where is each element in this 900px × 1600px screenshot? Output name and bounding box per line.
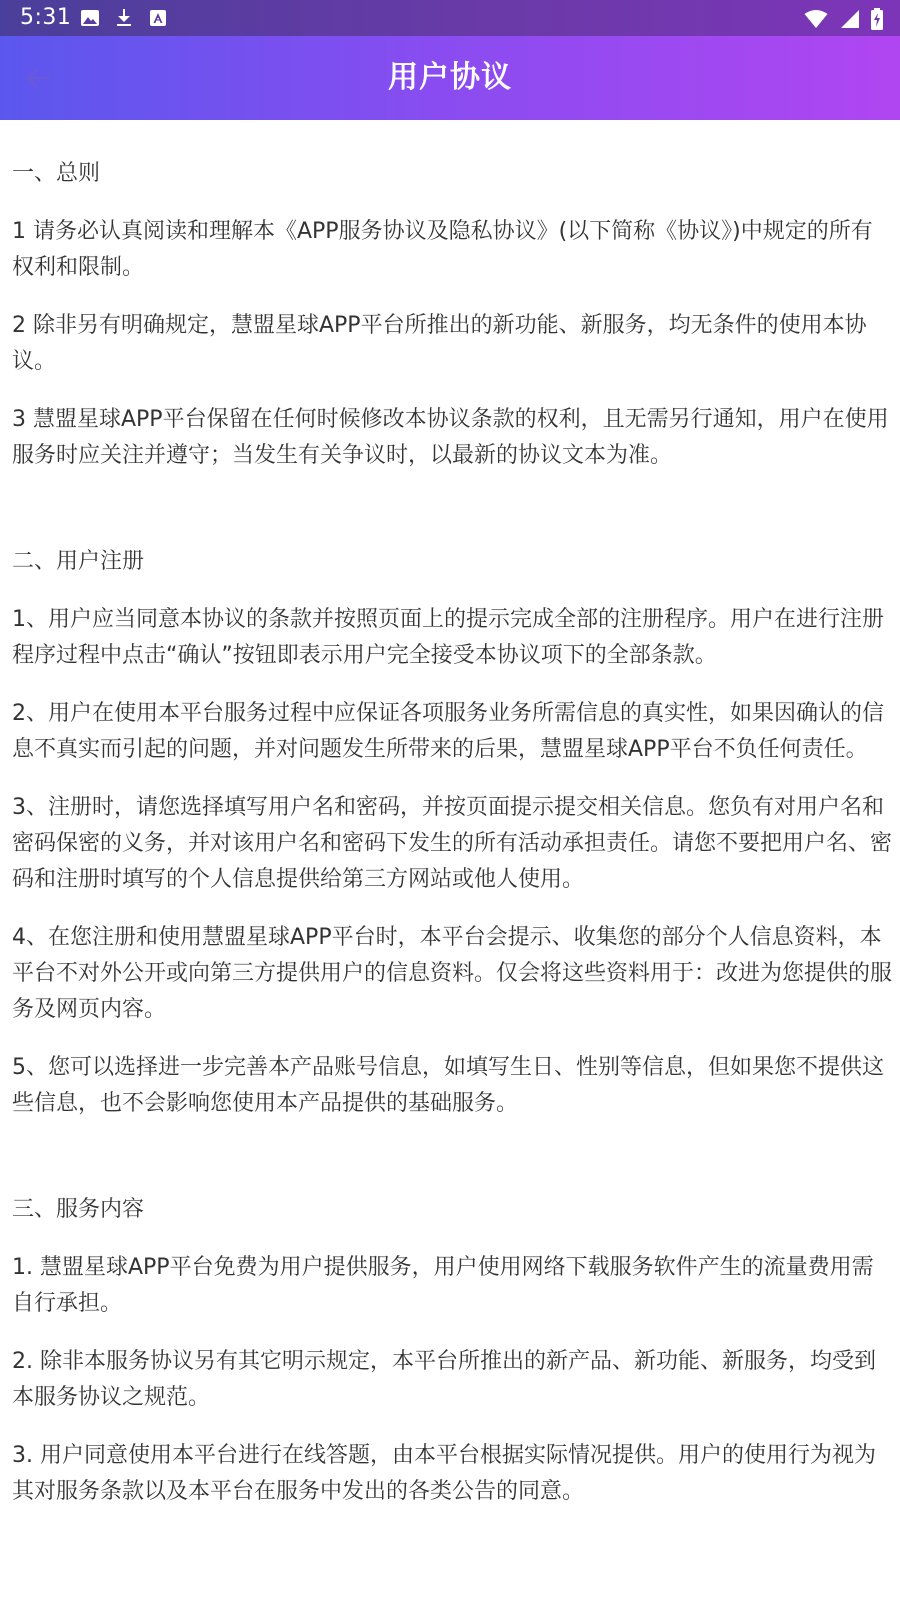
section-registration bbox=[12, 544, 892, 1122]
status-bar bbox=[0, 0, 900, 36]
agreement-paragraph: 5、您可以选择进一步完善本产品账号信息，如填写生日、性别等信息，但如果您不提供这些信息，也不会影响您使用本产品提供的基础服务。 bbox=[12, 1055, 885, 1116]
agreement-content[interactable] bbox=[12, 120, 892, 1600]
agreement-paragraph: 3. 用户同意使用本平台进行在线答题，由本平台根据实际情况提供。用户的使用行为视为其对服务条款以及本平台在服务中发出的各类公告的同意。 bbox=[12, 1443, 876, 1504]
agreement-paragraph: 2. 除非本服务协议另有其它明示规定，本平台所推出的新产品、新功能、新服务，均受到本服务协议之规范。 bbox=[12, 1349, 876, 1410]
section-heading: 一、总则 bbox=[12, 161, 101, 186]
page-title: 用户协议 bbox=[388, 60, 512, 95]
agreement-paragraph: 2、用户在使用本平台服务过程中应保证各项服务业务所需信息的真实性，如果因确认的信息不真实而引起的问题，并对问题发生所带来的后果，慧盟星球APP平台不负任何责任。 bbox=[12, 701, 885, 762]
cellular-signal-icon bbox=[838, 9, 860, 29]
agreement-paragraph: 3 慧盟星球APP平台保留在任何时候修改本协议条款的权利，且无需另行通知，用户在使用服务时应关注并遵守；当发生有关争议时，以最新的协议文本为准。 bbox=[12, 407, 889, 468]
app-bar bbox=[0, 36, 900, 120]
battery-charging-icon bbox=[870, 8, 884, 30]
section-service bbox=[12, 1192, 892, 1510]
a-badge-icon bbox=[148, 8, 168, 28]
agreement-paragraph: 3、注册时，请您选择填写用户名和密码，并按页面提示提交相关信息。您负有对用户名和密码保密的义务，并对该用户名和密码下发生的所有活动承担责任。请您不要把用户名、密码和注册时填写的个人信息提供给第三方网站或他人使用。 bbox=[12, 795, 892, 892]
status-icons-right bbox=[804, 8, 884, 30]
download-icon bbox=[114, 8, 134, 28]
wifi-icon bbox=[804, 9, 828, 29]
agreement-paragraph: 1. 慧盟星球APP平台免费为用户提供服务，用户使用网络下载服务软件产生的流量费用需自行承担。 bbox=[12, 1255, 874, 1316]
agreement-paragraph: 4、在您注册和使用慧盟星球APP平台时，本平台会提示、收集您的部分个人信息资料，本平台不对外公开或向第三方提供用户的信息资料。仅会将这些资料用于：改进为您提供的服务及网页内容。 bbox=[12, 925, 892, 1022]
image-icon bbox=[80, 8, 100, 28]
agreement-paragraph: 1、用户应当同意本协议的条款并按照页面上的提示完成全部的注册程序。用户在进行注册程序过程中点击“确认”按钮即表示用户完全接受本协议项下的全部条款。 bbox=[12, 607, 885, 668]
section-general bbox=[12, 156, 892, 474]
status-time: 5:31 bbox=[20, 5, 72, 30]
status-icons-left bbox=[80, 8, 168, 28]
section-heading: 二、用户注册 bbox=[12, 549, 145, 574]
section-heading: 三、服务内容 bbox=[12, 1197, 145, 1222]
agreement-paragraph: 2 除非另有明确规定，慧盟星球APP平台所推出的新功能、新服务，均无条件的使用本协议。 bbox=[12, 313, 867, 374]
agreement-paragraph: 1 请务必认真阅读和理解本《APP服务协议及隐私协议》(以下简称《协议》)中规定的所有权利和限制。 bbox=[12, 219, 873, 280]
